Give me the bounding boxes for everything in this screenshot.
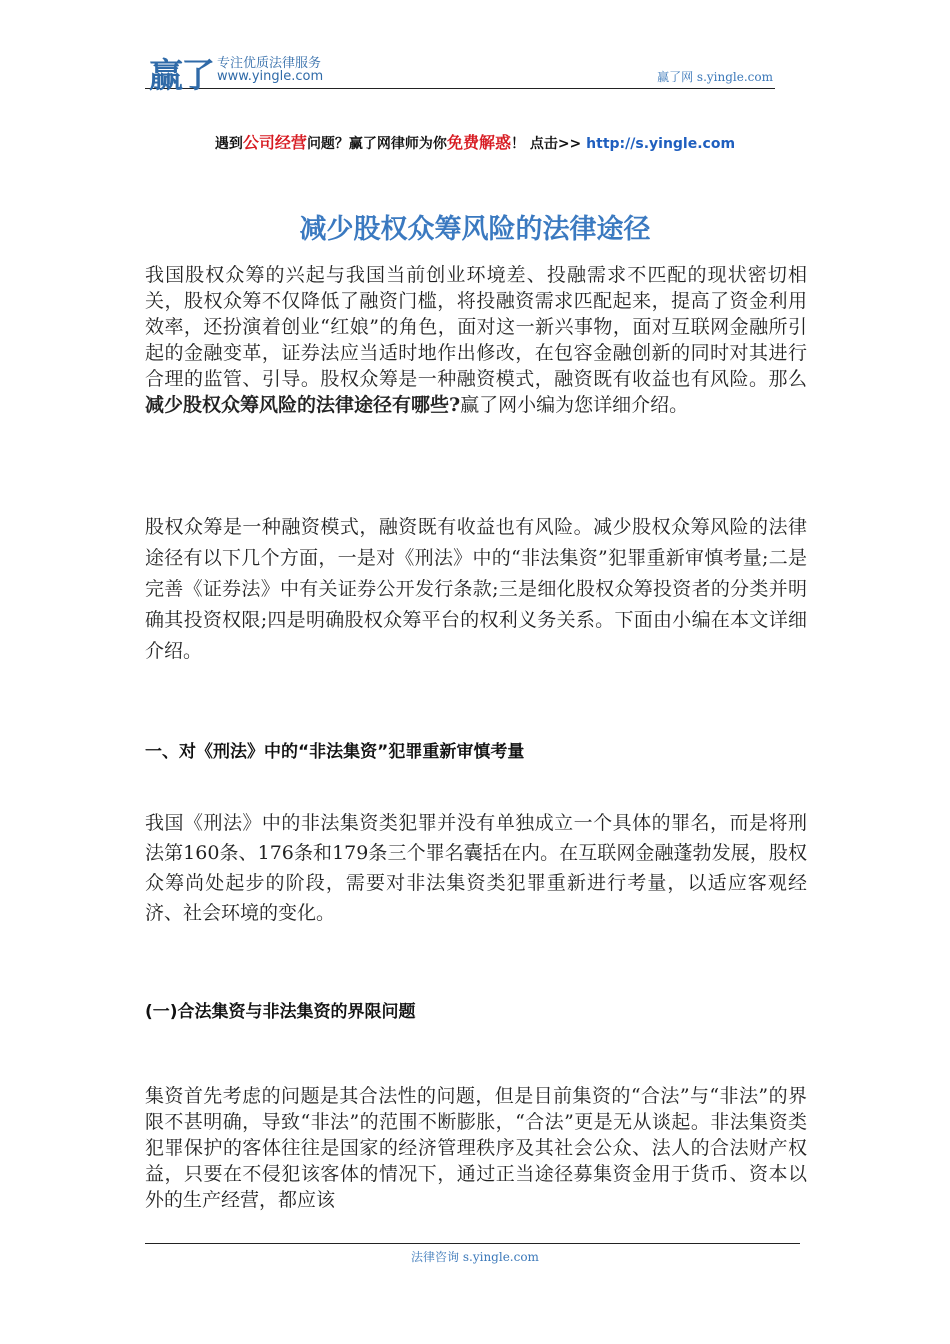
section-heading-2: (一)合法集资与非法集资的界限问题 xyxy=(145,1002,416,1022)
promo-banner xyxy=(0,130,950,153)
footer-link[interactable]: 法律咨询 s.yingle.com xyxy=(411,1250,539,1264)
promo-text: ！ 点击>> xyxy=(510,136,587,152)
promo-highlight: 公司经营 xyxy=(242,133,307,152)
intro-bold: 减少股权众筹风险的法律途径有哪些? xyxy=(145,394,461,416)
logo[interactable]: 赢了 xyxy=(149,56,213,96)
paragraph-4: 集资首先考虑的问题是其合法性的问题，但是目前集资的“合法”与“非法”的界限不甚明确，导致“非法”的范围不断膨胀，“合法”更是无从谈起。非法集资类犯罪保护的客体往往是国家的经济管理秩序及其社会公众、法人的合法财产权益，只要在不侵犯该客体的情况下，通过正当途径募集资金用于货币、资本以外的生产经营，都应该 xyxy=(145,1085,807,1211)
article-title: 减少股权众筹风险的法律途径 xyxy=(299,214,651,245)
promo-highlight: 免费解惑 xyxy=(446,133,511,152)
logo-url[interactable]: www.yingle.com xyxy=(217,69,324,84)
intro-paragraph xyxy=(145,262,807,418)
header-site-link[interactable]: 赢了网 s.yingle.com xyxy=(657,70,773,84)
footer-divider xyxy=(145,1243,800,1244)
intro-tail: 赢了网小编为您详细介绍。 xyxy=(460,394,689,416)
promo-link[interactable]: http://s.yingle.com xyxy=(586,136,736,152)
paragraph-3: 我国《刑法》中的非法集资类犯罪并没有单独成立一个具体的罪名，而是将刑法第160条、176条和179条三个罪名囊括在内。在互联网金融蓬勃发展，股权众筹尚处起步的阶段，需要对非法集资类犯罪重新进行考量，以适应客观经济、社会环境的变化。 xyxy=(145,812,807,924)
logo-tagline: 专注优质法律服务 xyxy=(217,56,322,71)
paragraph-2: 股权众筹是一种融资模式，融资既有收益也有风险。减少股权众筹风险的法律途径有以下几个方面，一是对《刑法》中的“非法集资”犯罪重新审慎考量;二是完善《证券法》中有关证券公开发行条款;三是细化股权众筹投资者的分类并明确其投资权限;四是明确股权众筹平台的权利义务关系。下面由小编在本文详细介绍。 xyxy=(145,516,807,662)
promo-text: 遇到 xyxy=(214,136,243,152)
page-header xyxy=(145,48,775,96)
promo-text: 问题？赢了网律师为你 xyxy=(306,136,447,152)
section-heading-1: 一、对《刑法》中的“非法集资”犯罪重新审慎考量 xyxy=(145,742,525,762)
intro-text: 我国股权众筹的兴起与我国当前创业环境差、投融需求不匹配的现状密切相关，股权众筹不仅降低了融资门槛，将投融资需求匹配起来，提高了资金利用效率，还扮演着创业“红娘”的角色，面对这一新兴事物，面对互联网金融所引起的金融变革，证券法应当适时地作出修改，在包容金融创新的同时对其进行合理的监管、引导。股权众筹是一种融资模式，融资既有收益也有风险。那么 xyxy=(145,264,807,390)
